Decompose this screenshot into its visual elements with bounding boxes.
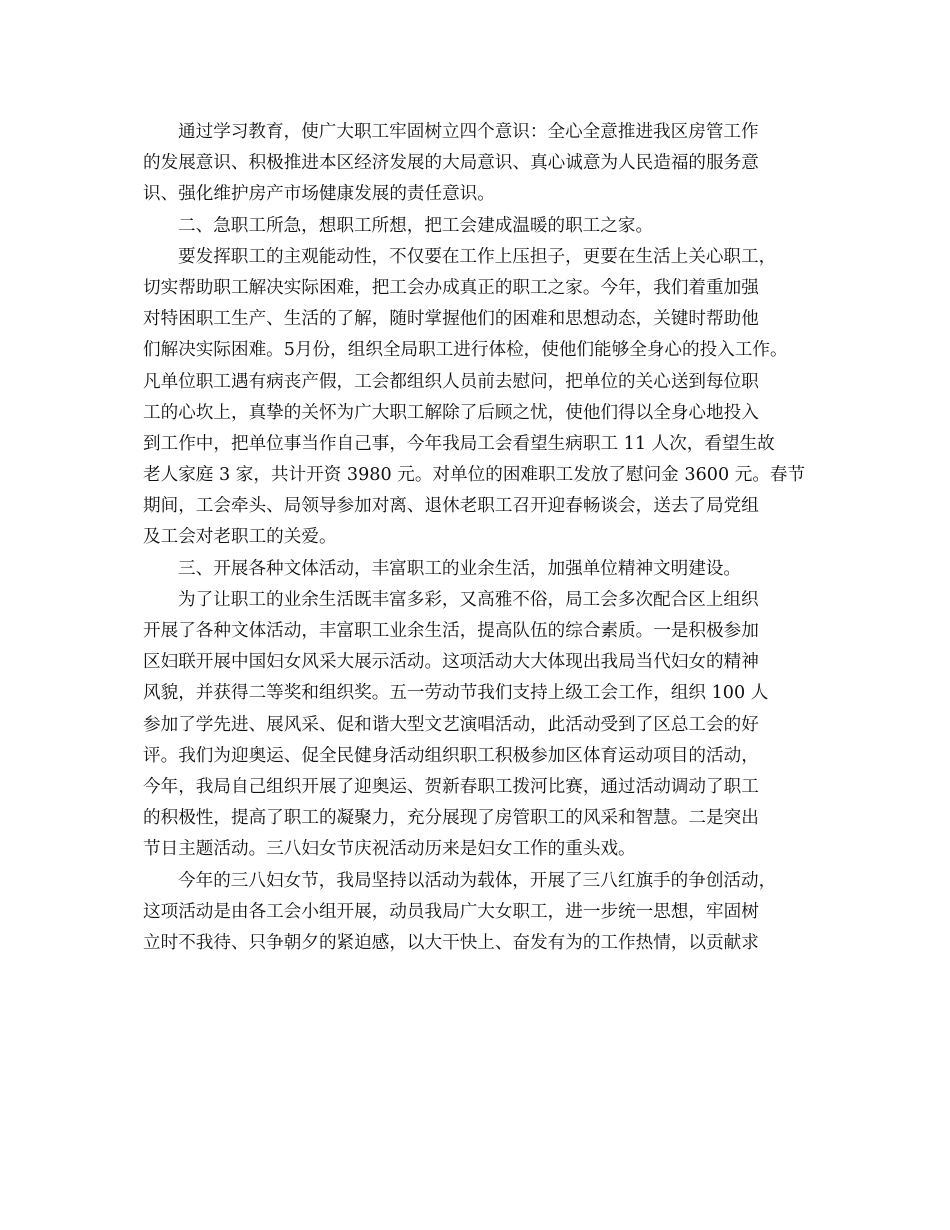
text-line: 期间，工会牵头、局领导参加对离、退休老职工召开迎春畅谈会，送去了局党组 (143, 496, 759, 517)
text-line: 三、开展各种文体活动，丰富职工的业余生活，加强单位精神文明建设。 (178, 558, 742, 579)
text-line: 通过学习教育，使广大职工牢固树立四个意识：全心全意推进我区房管工作 (178, 122, 759, 142)
text-line: 识、强化维护房产市场健康发展的责任意识。 (143, 184, 495, 205)
text-line: 切实帮助职工解决实际困难，把工会办成真正的职工之家。今年，我们着重加强 (143, 277, 759, 298)
text-line: 为了让职工的业余生活既丰富多彩，又高雅不俗，局工会多次配合区上组织 (178, 589, 759, 610)
text-line: 参加了学先进、展风采、促和谐大型文艺演唱活动，此活动受到了区总工会的好 (143, 714, 759, 735)
text-line: 今年，我局自己组织开展了迎奥运、贺新春职工拨河比赛，通过活动调动了职工 (143, 776, 759, 797)
text-line: 节日主题活动。三八妇女节庆祝活动历来是妇女工作的重头戏。 (143, 839, 636, 860)
text-line: 的发展意识、积极推进本区经济发展的大局意识、真心诚意为人民造福的服务意 (143, 153, 759, 174)
text-line: 风貌，并获得二等奖和组织奖。五一劳动节我们支持上级工会工作，组织 100 人 (143, 683, 769, 704)
text-line: 老人家庭 3 家，共计开资 3980 元。对单位的困难职工发放了慰问金 3600 元。春节 (143, 465, 806, 486)
text-line: 的积极性，提高了职工的凝聚力，充分展现了房管职工的风采和智慧。二是突出 (143, 808, 759, 829)
text-line: 二、急职工所急，想职工所想，把工会建成温暖的职工之家。 (178, 215, 654, 236)
text-line: 这项活动是由各工会小组开展，动员我局广大女职工，进一步统一思想，牢固树 (143, 901, 759, 922)
text-line: 们解决实际困难。5月份，组织全局职工进行体检，使他们能够全身心的投入工作。 (143, 340, 788, 361)
text-line: 评。我们为迎奥运、促全民健身活动组织职工积极参加区体育运动项目的活动， (143, 745, 759, 766)
text-line: 及工会对老职工的关爱。 (143, 527, 337, 548)
text-line: 开展了各种文体活动，丰富职工业余生活，提高队伍的综合素质。一是积极参加 (143, 621, 759, 641)
text-line: 凡单位职工遇有病丧产假，工会都组织人员前去慰问，把单位的关心送到每位职 (143, 371, 759, 392)
text-line: 要发挥职工的主观能动性，不仅要在工作上压担子，更要在生活上关心职工， (178, 246, 777, 267)
document-body (143, 117, 813, 959)
text-line: 今年的三八妇女节，我局坚持以活动为载体，开展了三八红旗手的争创活动， (178, 870, 777, 891)
text-line: 区妇联开展中国妇女风采大展示活动。这项活动大大体现出我局当代妇女的精神 (143, 652, 759, 673)
text-line: 到工作中，把单位事当作自己事，今年我局工会看望生病职工 11 人次，看望生故 (143, 433, 775, 454)
text-line: 立时不我待、只争朝夕的紧迫感，以大干快上、奋发有为的工作热情，以贡献求 (143, 932, 759, 953)
text-line: 工的心坎上，真挚的关怀为广大职工解除了后顾之忧，使他们得以全身心地投入 (143, 402, 759, 423)
text-line: 对特困职工生产、生活的了解，随时掌握他们的困难和思想动态，关键时帮助他 (143, 309, 759, 330)
